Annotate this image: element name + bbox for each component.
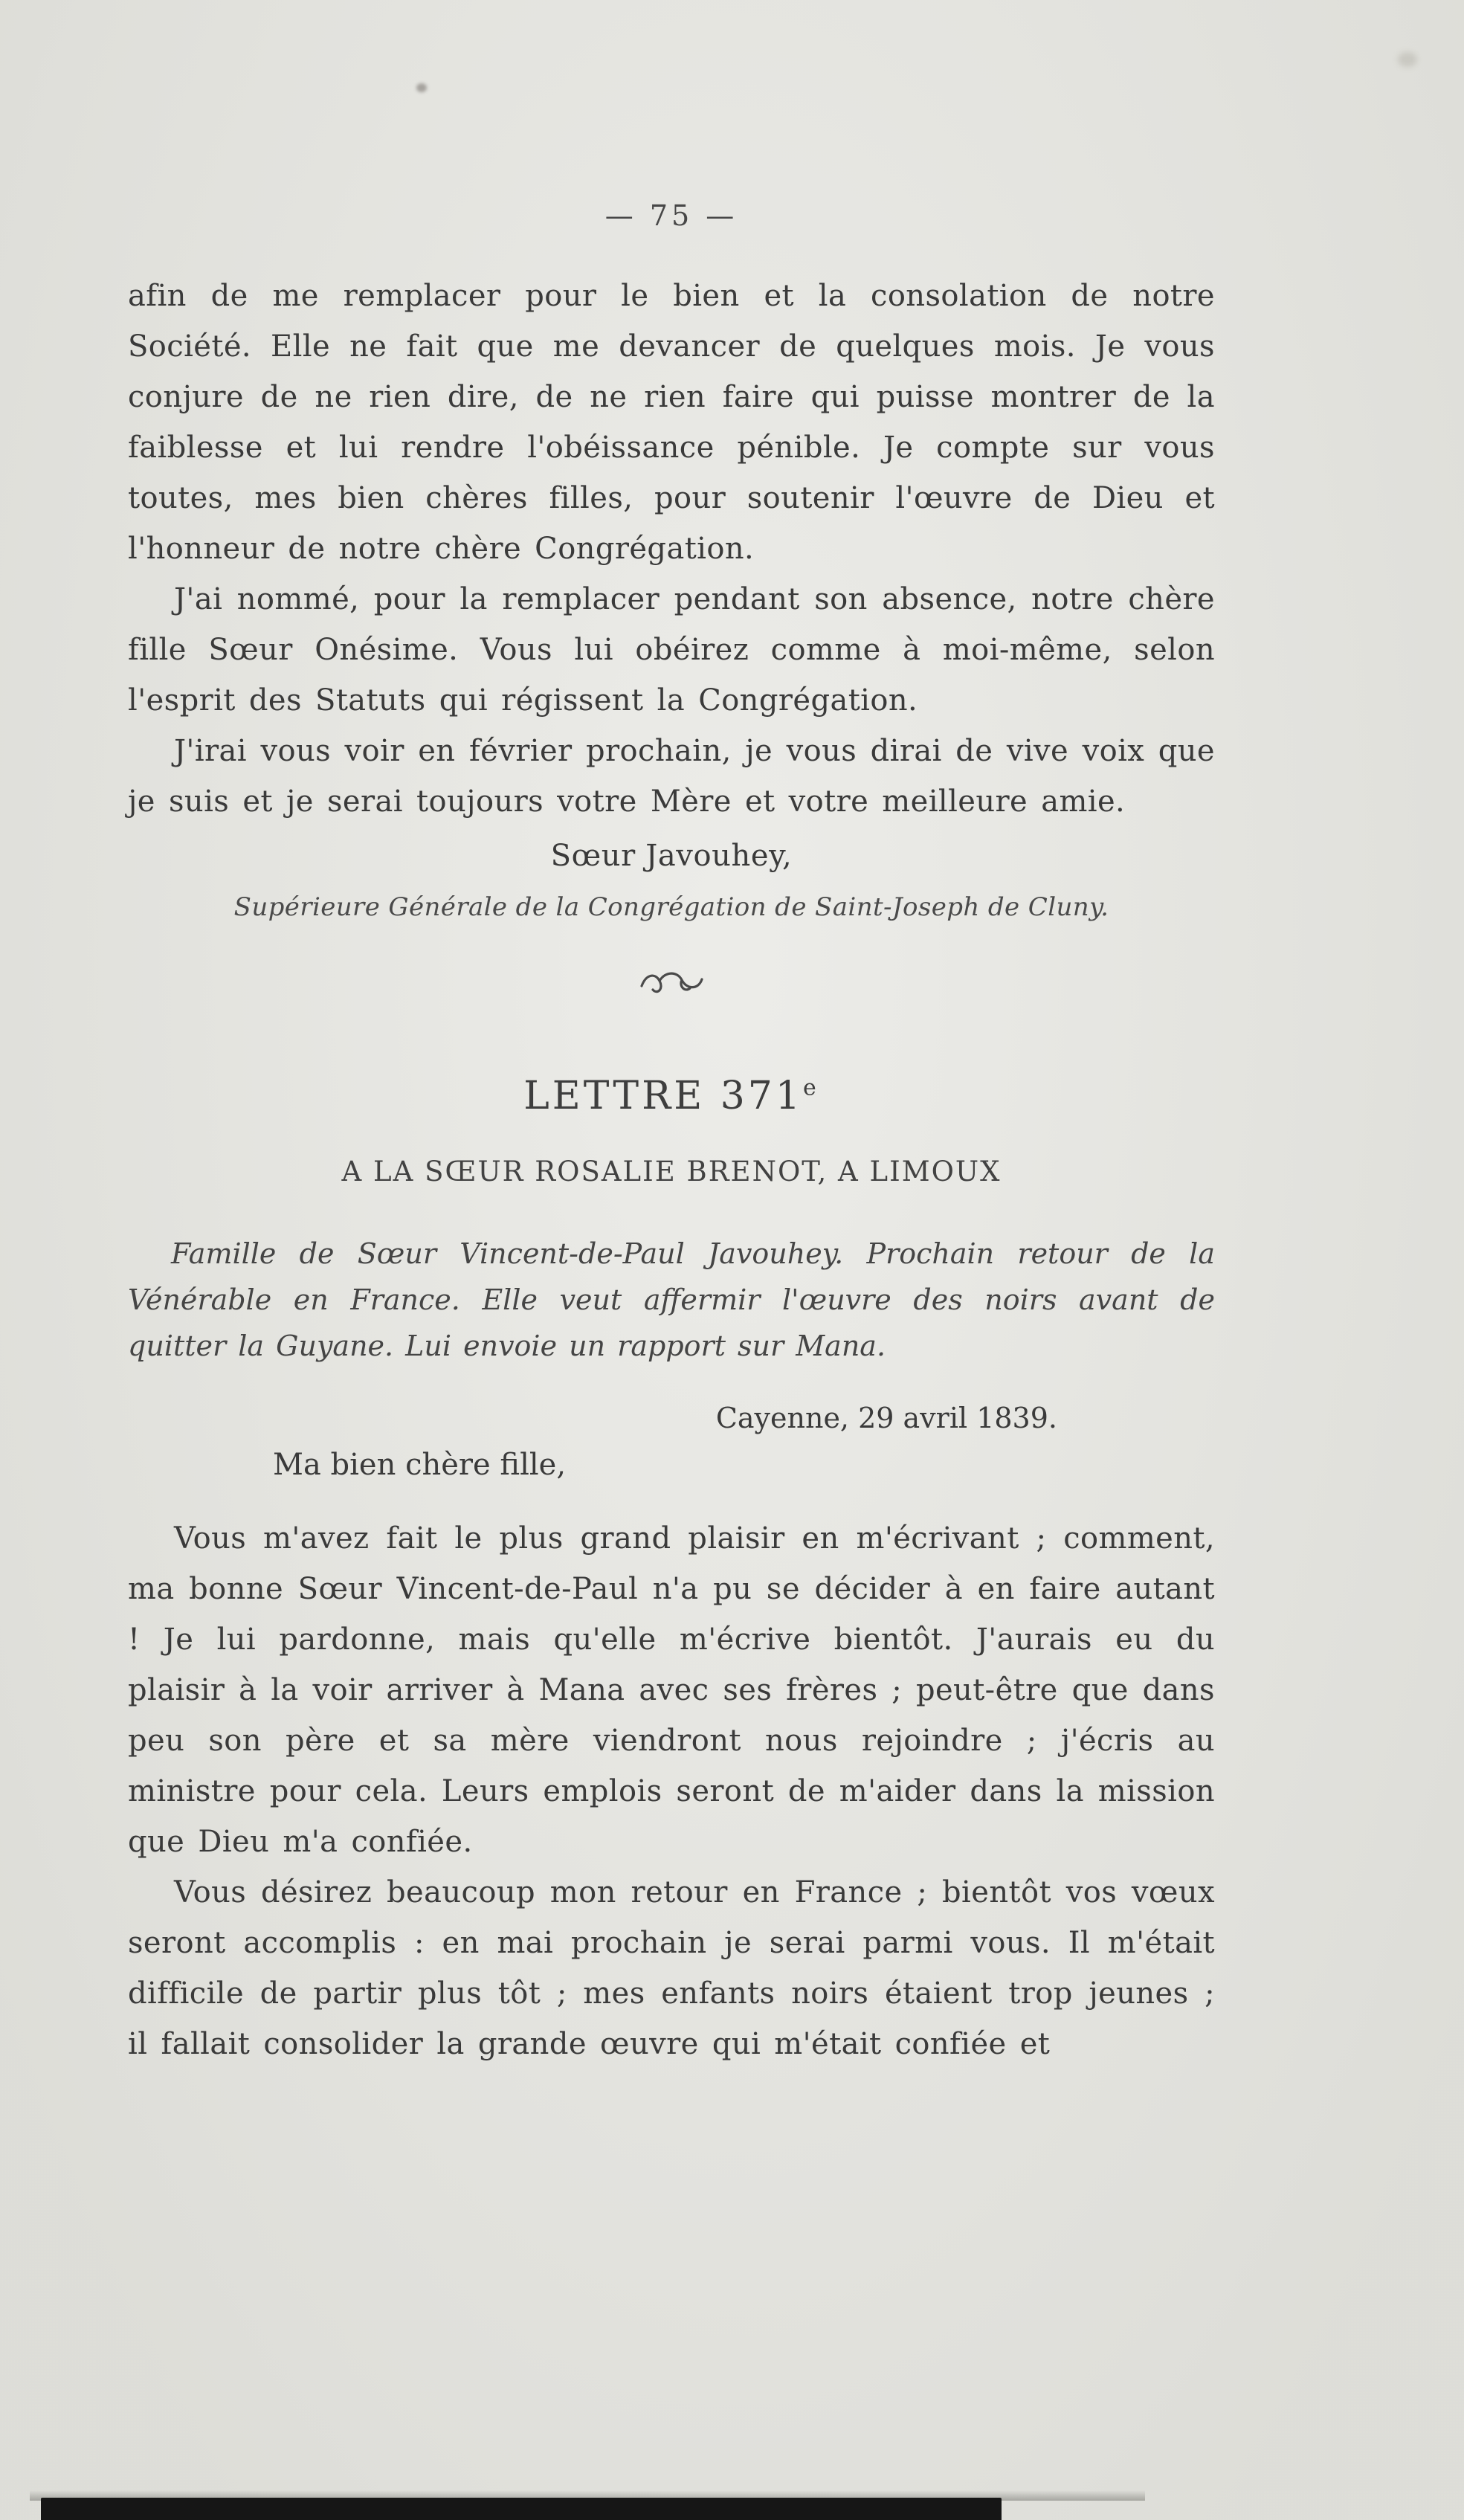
letter-summary: Famille de Sœur Vincent-de-Paul Javouhey. Prochain retour de la Vénérable en France. Elle veut affermir l'œuvre des noirs avant de quitter la Guyane. Lui envoie un rapport sur Mana. (128, 1237, 1215, 1362)
letter-recipient: A LA SŒUR ROSALIE BRENOT, A LIMOUX (341, 1156, 1002, 1188)
paragraph: J'irai vous voir en février prochain, je vous dirai de vive voix que je suis et je serai toujours votre Mère et votre meilleure amie. (128, 734, 1215, 819)
paragraph: Vous m'avez fait le plus grand plaisir en m'écrivant ; comment, ma bonne Sœur Vincent-de-Paul n'a pu se décider à en faire autant ! Je lui pardonne, mais qu'elle m'écrive bientôt. J'aurais eu du plaisir à la voir arriver à Mana avec ses frères ; peut-être que dans peu son père et sa mère viendront nous rejoindre ; j'écris au ministre pour cela. Leurs emplois seront de m'aider dans la mission que Dieu m'a confiée. (128, 1521, 1215, 1859)
fleuron-squiggle-icon (634, 988, 709, 1002)
page-number: — 75 — (604, 199, 738, 232)
previous-letter-ending (128, 271, 1215, 922)
text-block (128, 0, 1215, 2069)
letter-heading-text: LETTRE 371 (523, 1074, 803, 1118)
letter-371 (128, 1074, 1215, 2069)
paragraph: Vous désirez beaucoup mon retour en France ; bientôt vos vœux seront accomplis : en mai prochain je serai parmi vous. Il m'était difficile de partir plus tôt ; mes enfants noirs étaient trop jeunes ; il fallait consolider la grande œuvre qui m'était confiée et (128, 1875, 1215, 2061)
scan-speck-artifact (1398, 52, 1417, 67)
scan-edge-artifact (41, 2498, 1002, 2520)
signature: Sœur Javouhey, (550, 839, 793, 873)
signature-title: Supérieure Générale de la Congrégation de Saint-Joseph de Cluny. (233, 892, 1109, 922)
letter-heading-superscript: e (802, 1074, 819, 1101)
paragraph: afin de me remplacer pour le bien et la consolation de notre Société. Elle ne fait que me devancer de quelques mois. Je vous conjure de ne rien dire, de ne rien faire qui puisse montrer de la faiblesse et lui rendre l'obéissance pénible. Je compte sur vous toutes, mes bien chères filles, pour soutenir l'œuvre de Dieu et l'honneur de notre chère Congrégation. (128, 279, 1215, 566)
paragraph: J'ai nommé, pour la remplacer pendant son absence, notre chère fille Sœur Onésime. Vous lui obéirez comme à moi-même, selon l'esprit des Statuts qui régissent la Congrégation. (128, 582, 1215, 718)
letter-heading (128, 1074, 1215, 1118)
dateline: Cayenne, 29 avril 1839. (715, 1402, 1057, 1434)
section-divider-ornament (128, 965, 1215, 1002)
salutation: Ma bien chère fille, (273, 1448, 567, 1482)
